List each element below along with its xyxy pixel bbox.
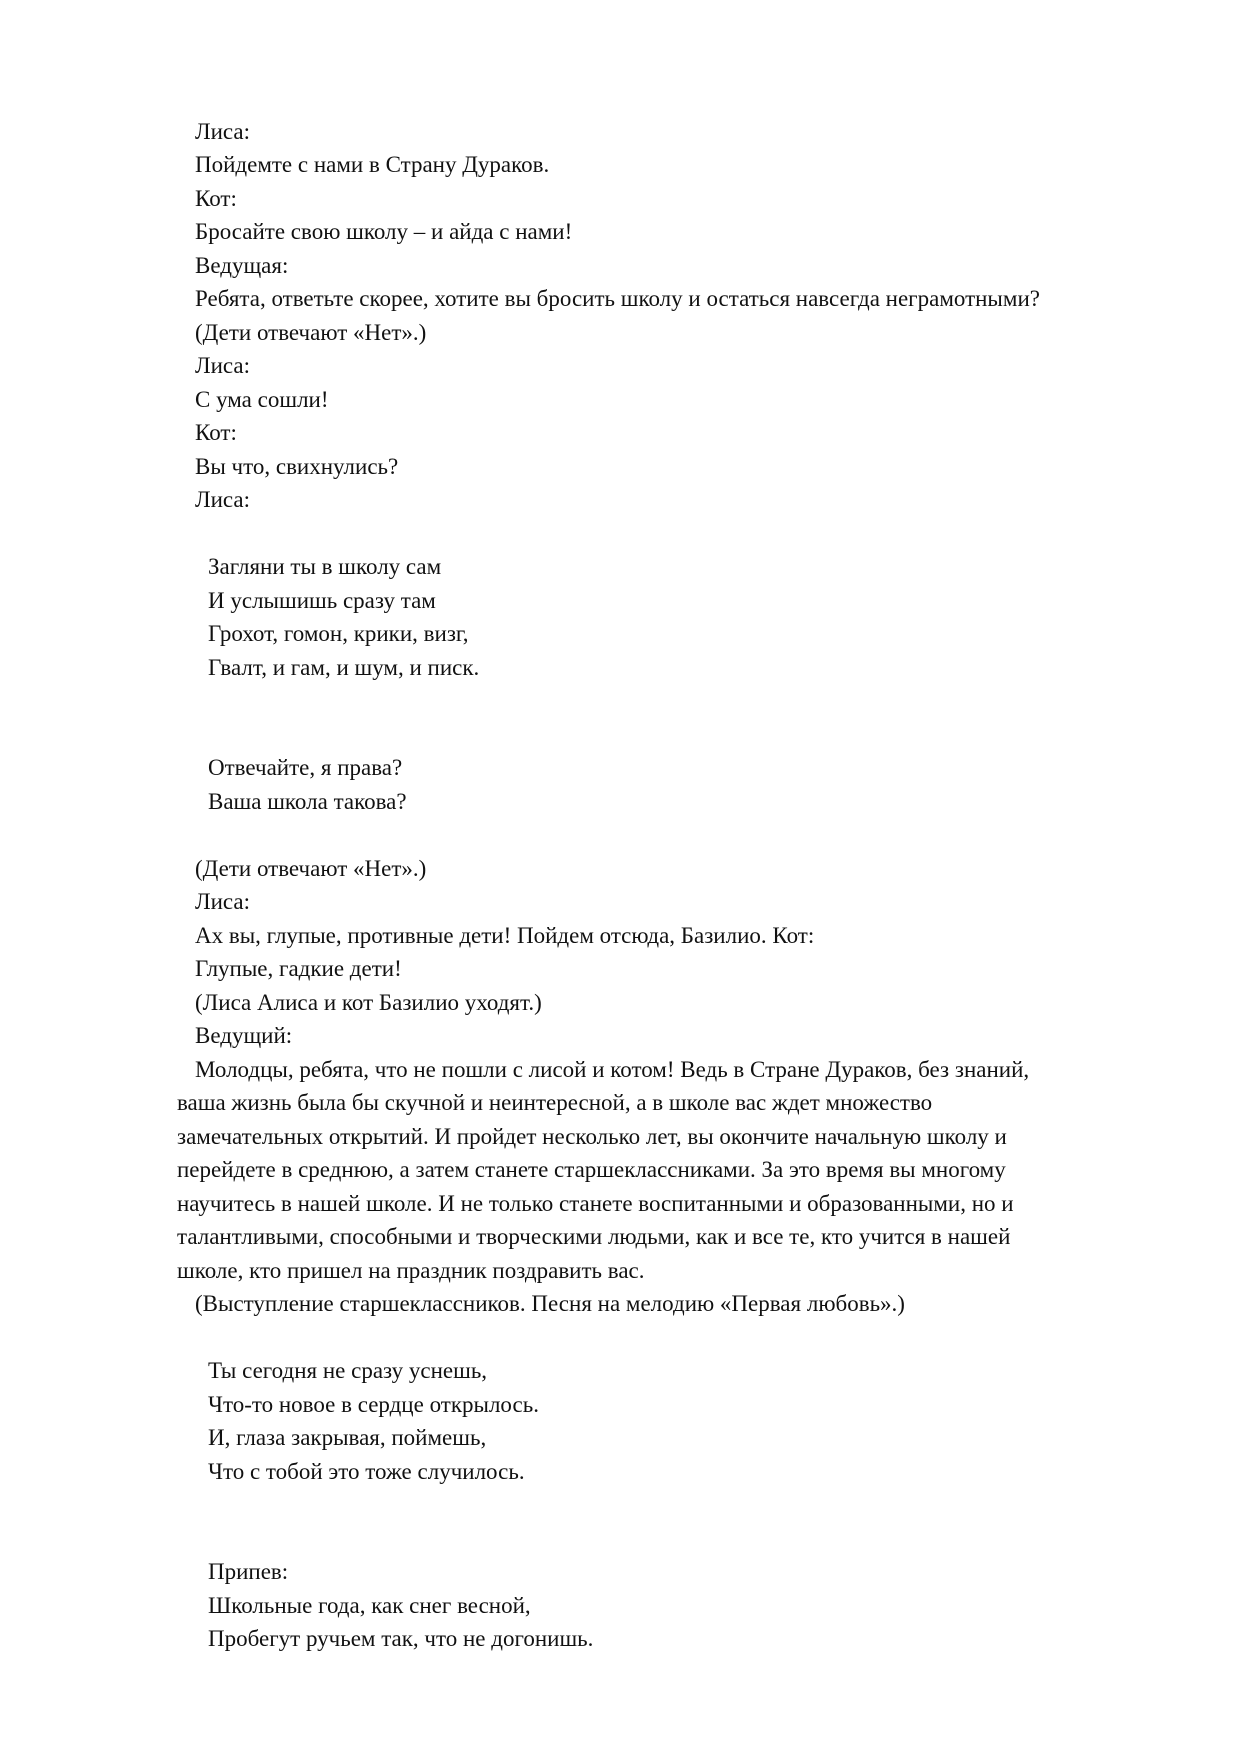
speaker-label: Кот: — [195, 420, 237, 445]
speaker-label: Ведущий: — [195, 1023, 293, 1048]
verse-line: Школьные года, как снег весной, — [208, 1593, 531, 1618]
stage-direction: (Лиса Алиса и кот Базилио уходят.) — [195, 990, 542, 1015]
verse-line: Грохот, гомон, крики, визг, — [208, 621, 469, 646]
speaker-label: Лиса: — [195, 487, 250, 512]
dialogue-line: Пойдемте с нами в Страну Дураков. — [195, 152, 550, 177]
dialogue-line: Бросайте свою школу – и айда с нами! — [195, 219, 573, 244]
paragraph-line: научитесь в нашей школе. И не только станете воспитанными и образованными, но и — [177, 1191, 1014, 1216]
stage-direction: (Дети отвечают «Нет».) — [195, 856, 427, 881]
dialogue-line: Ах вы, глупые, противные дети! Пойдем отсюда, Базилио. Кот: — [195, 923, 815, 948]
paragraph-line: школе, кто пришел на праздник поздравить вас. — [177, 1258, 645, 1283]
chorus-label: Припев: — [208, 1559, 289, 1584]
verse-line: Ваша школа такова? — [208, 789, 407, 814]
verse-line: Загляни ты в школу сам — [208, 554, 442, 579]
verse-line: И услышишь сразу там — [208, 588, 436, 613]
stage-direction: (Выступление старшеклассников. Песня на мелодию «Первая любовь».) — [195, 1291, 905, 1316]
paragraph-line: Молодцы, ребята, что не пошли с лисой и котом! Ведь в Стране Дураков, без знаний, — [195, 1057, 1030, 1082]
dialogue-line: Вы что, свихнулись? — [195, 454, 399, 479]
paragraph-line: перейдете в среднюю, а затем станете старшеклассниками. За это время вы многому — [177, 1157, 1006, 1182]
dialogue-line: Ребята, ответьте скорее, хотите вы бросить школу и остаться навсегда неграмотными? — [195, 286, 1040, 311]
speaker-label: Ведущая: — [195, 253, 289, 278]
speaker-label: Лиса: — [195, 119, 250, 144]
speaker-label: Лиса: — [195, 889, 250, 914]
verse-line: Ты сегодня не сразу уснешь, — [208, 1358, 488, 1383]
stage-direction: (Дети отвечают «Нет».) — [195, 320, 427, 345]
dialogue-line: С ума сошли! — [195, 387, 329, 412]
verse-line: Что с тобой это тоже случилось. — [208, 1459, 525, 1484]
speaker-label: Кот: — [195, 186, 237, 211]
dialogue-line: Глупые, гадкие дети! — [195, 956, 402, 981]
speaker-label: Лиса: — [195, 353, 250, 378]
verse-line: Что-то новое в сердце открылось. — [208, 1392, 539, 1417]
paragraph-line: ваша жизнь была бы скучной и неинтересной, а в школе вас ждет множество — [177, 1090, 933, 1115]
verse-line: И, глаза закрывая, поймешь, — [208, 1425, 487, 1450]
verse-line: Пробегут ручьем так, что не догонишь. — [208, 1626, 594, 1651]
verse-line: Отвечайте, я права? — [208, 755, 403, 780]
verse-line: Гвалт, и гам, и шум, и писк. — [208, 655, 480, 680]
paragraph-line: талантливыми, способными и творческими людьми, как и все те, кто учится в нашей — [177, 1224, 1011, 1249]
paragraph-line: замечательных открытий. И пройдет несколько лет, вы окончите начальную школу и — [177, 1124, 1007, 1149]
